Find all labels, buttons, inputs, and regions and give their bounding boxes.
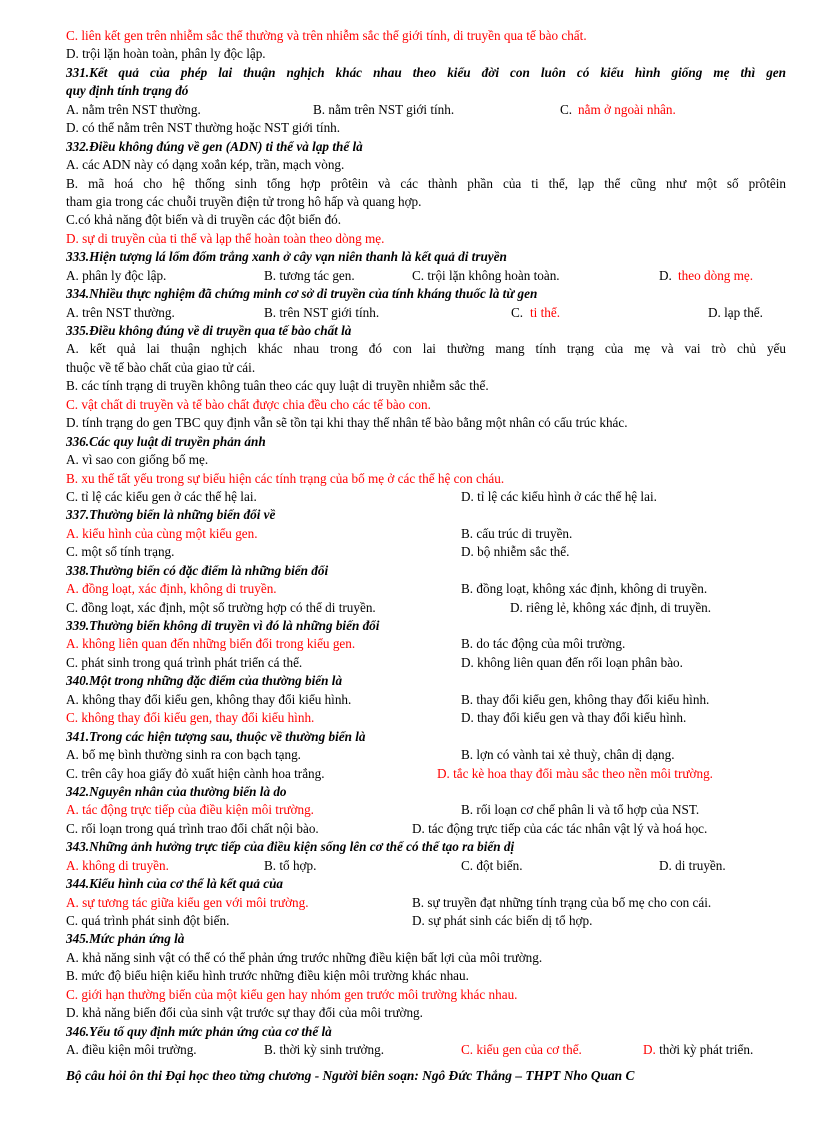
answer-option: B. nằm trên NST giới tính. [313,101,455,117]
question-heading: 345.Mức phản ứng là [66,931,185,947]
answer-option: D. sự phát sinh các biến dị tổ hợp. [412,913,593,928]
answer-row [66,894,786,912]
answer-line: thuộc về tế bào chất của giao tử cái. [66,359,256,375]
correct-answer-line: D. sự di truyền của ti thể và lạp thể hoàn toàn theo dòng mẹ. [66,230,385,246]
footer-credit: Bộ câu hỏi ôn thi Đại học theo từng chương - Người biên soạn: Ngô Đức Thắng – THPT Nho Quan C [66,1068,635,1083]
answer-option: A. không thay đổi kiểu gen, không thay đổi kiểu hình. [66,691,352,707]
answer-option: B. đồng loạt, không xác định, không di truyền. [461,581,708,597]
answer-line: A. khả năng sinh vật có thể có thể phản ứng trước những điều kiện bất lợi của môi trường. [66,949,543,965]
answer-row [66,488,786,506]
answer-row [66,654,786,672]
answer-option: A. nằm trên NST thường. [66,101,201,117]
answer-option: A. bố mẹ bình thường sinh ra con bạch tạng. [66,747,301,763]
answer-option: C. một số tính trạng. [66,544,175,560]
correct-answer-line: C. giới hạn thường biến của một kiểu gen hay nhóm gen trước môi trường khác nhau. [66,986,518,1002]
answer-option: C. đột biến. [461,857,523,873]
answer-option: D. tác động trực tiếp của các tác nhân vật lý và hoá học. [412,820,708,836]
answer-option: B. sự truyền đạt những tính trạng của bố mẹ cho con cái. [412,894,712,910]
answer-option: D. không liên quan đến rối loạn phân bào. [461,654,683,670]
question-heading: 331.Kết quả của phép lai thuận nghịch khác nhau theo kiểu đời con luôn có kiểu hình giống mẹ thì gen [66,64,786,80]
question-heading: 337.Thường biến là những biến đổi về [66,507,276,523]
document-body [66,27,786,1060]
answer-line: D. khả năng biến đổi của sinh vật trước sự thay đổi của môi trường. [66,1005,423,1021]
answer-option: C. rối loạn trong quá trình trao đổi chất nội bào. [66,820,319,836]
answer-row [66,580,786,598]
answer-line: tham gia trong các chuỗi truyền điện tử trong hô hấp và quang hợp. [66,193,422,209]
question-heading: 334.Nhiều thực nghiệm đã chứng minh cơ sở di truyền của tính kháng thuốc là từ gen [66,286,538,302]
correct-answer-option: A. không liên quan đến những biến đổi trong kiểu gen. [66,636,356,652]
answer-option: B. do tác động của môi trường. [461,636,626,652]
answer-row [66,267,786,285]
correct-answer-line: B. xu thế tất yếu trong sự biểu hiện các tính trạng của bố mẹ ở các thế hệ con cháu. [66,470,505,486]
answer-option: B. lợn có vành tai xẻ thuỳ, chân dị dạng. [461,747,675,763]
correct-answer-option: C. kiểu gen của cơ thể. [461,1042,582,1058]
question-heading: 339.Thường biến không di truyền vì đó là những biến đổi [66,618,380,633]
answer-row [66,709,786,727]
answer-option: B. tương tác gen. [264,267,355,283]
answer-option: C. [511,304,524,320]
question-heading: 343.Những ảnh hưởng trực tiếp của điều kiện sống lên cơ thể có thể tạo ra biến dị [66,839,515,855]
answer-option: D. lạp thể. [708,304,763,320]
question-heading: 335.Điều không đúng về di truyền qua tế bào chất là [66,323,352,338]
answer-line: B. các tính trạng di truyền không tuân theo các quy luật di truyền nhiễm sắc thể. [66,378,489,394]
answer-line: B. mã hoá cho hệ thống sinh tổng hợp prôtêin và các thành phần của ti thể, lạp thể cũng như một số prôtêin [66,175,786,191]
correct-answer-option: C. không thay đổi kiểu gen, thay đổi kiểu hình. [66,710,315,726]
option-text: thời kỳ phát triển. [655,1042,754,1058]
answer-row [66,101,786,119]
correct-answer-option: nằm ở ngoài nhân. [578,101,676,117]
question-heading: 338.Thường biến có đặc điểm là những biến đổi [66,562,329,578]
answer-row [66,912,786,930]
correct-answer-line: C. liên kết gen trên nhiễm sắc thể thường và trên nhiễm sắc thể giới tính, di truyền qua tế bào chất. [66,28,587,43]
answer-row [66,635,786,653]
answer-line: C.có khả năng đột biến và di truyền các đột biến đó. [66,212,342,228]
correct-answer-option: A. tác động trực tiếp của điều kiện môi trường. [66,802,314,818]
answer-option: C. quá trình phát sinh đột biến. [66,913,230,928]
answer-line: A. kết quả lai thuận nghịch khác nhau trong đó con lai thường mang tính trạng của mẹ và vai trò chủ yếu [66,341,786,357]
answer-option: D. thay đổi kiểu gen và thay đổi kiểu hình. [461,710,687,726]
question-heading: 341.Trong các hiện tượng sau, thuộc về thường biến là [66,728,366,744]
correct-answer-option: theo dòng mẹ. [678,267,754,283]
question-heading: 344.Kiểu hình của cơ thể là kết quả của [66,876,284,892]
answer-row [66,746,786,764]
answer-option: B. thay đổi kiểu gen, không thay đổi kiểu hình. [461,691,710,707]
answer-line: D. tính trạng do gen TBC quy định vẫn sẽ tồn tại khi thay thế nhân tế bào bằng một nhân có cấu trúc khác. [66,415,628,431]
answer-row [66,599,786,617]
answer-row [66,1041,786,1059]
answer-line: A. vì sao con giống bố mẹ. [66,452,209,468]
question-heading: 336.Các quy luật di truyền phản ánh [66,433,266,449]
answer-option: C. đồng loạt, xác định, một số trường hợp có thể di truyền. [66,599,376,615]
answer-option: D. di truyền. [659,857,726,873]
answer-option: B. trên NST giới tính. [264,304,380,320]
answer-row [66,304,786,322]
answer-option: D. riêng lẻ, không xác định, di truyền. [510,599,712,615]
correct-answer-option: ti thể. [530,304,561,320]
answer-option: C. trội lặn không hoàn toàn. [412,267,560,283]
correct-answer-option: A. sự tương tác giữa kiểu gen với môi trường. [66,894,309,910]
answer-option: C. phát sinh trong quá trình phát triển cá thể. [66,654,303,670]
question-heading: quy định tính trạng đó [66,83,189,99]
correct-answer-line: C. vật chất di truyền và tế bào chất được chia đều cho các tế bào con. [66,396,431,412]
answer-option: B. tổ hợp. [264,857,317,873]
answer-option: D. tỉ lệ các kiểu hình ở các thế hệ lai. [461,488,657,504]
answer-option: C. trên cây hoa giấy đỏ xuất hiện cành hoa trắng. [66,765,325,781]
answer-option: B. thời kỳ sinh trưởng. [264,1042,385,1058]
answer-option: D. [659,267,672,283]
correct-answer-option: A. đồng loạt, xác định, không di truyền. [66,581,277,597]
correct-answer-option: A. không di truyền. [66,857,169,873]
answer-row [66,801,786,819]
question-heading: 346.Yếu tố quy định mức phản ứng của cơ thể là [66,1023,332,1039]
answer-option: C. [560,101,573,117]
correct-answer-option: D. tắc kè hoa thay đổi màu sắc theo nền môi trường. [437,765,713,781]
answer-row [66,525,786,543]
answer-line: D. có thể nằm trên NST thường hoặc NST giới tính. [66,120,341,136]
answer-line: A. các ADN này có dạng xoắn kép, trần, mạch vòng. [66,157,345,173]
answer-option [643,1041,753,1059]
answer-line: B. mức độ biểu hiện kiểu hình trước những điều kiện môi trường khác nhau. [66,968,469,984]
question-heading: 342.Nguyên nhân của thường biến là do [66,783,287,799]
correct-answer-option: A. kiểu hình của cùng một kiểu gen. [66,525,258,541]
question-heading: 332.Điều không đúng về gen (ADN) ti thể và lạp thể là [66,138,363,154]
question-heading: 333.Hiện tượng lá lốm đốm trắng xanh ở cây vạn niên thanh là kết quả di truyền [66,249,507,265]
answer-option: A. trên NST thường. [66,304,175,320]
answer-row [66,543,786,561]
answer-row [66,691,786,709]
answer-line: D. trội lặn hoàn toàn, phân ly độc lập. [66,46,266,62]
answer-row [66,820,786,838]
answer-option: C. tỉ lệ các kiểu gen ở các thế hệ lai. [66,488,257,504]
answer-row [66,857,786,875]
answer-option: A. điều kiện môi trường. [66,1042,197,1058]
answer-option: B. cấu trúc di truyền. [461,525,573,541]
answer-row [66,765,786,783]
question-heading: 340.Một trong những đặc điểm của thường biến là [66,673,343,689]
answer-option: A. phân ly độc lập. [66,267,167,283]
answer-option: B. rối loạn cơ chế phân li và tổ hợp của NST. [461,802,700,818]
answer-option: D. bộ nhiễm sắc thể. [461,544,570,560]
option-prefix: D. [643,1042,656,1058]
